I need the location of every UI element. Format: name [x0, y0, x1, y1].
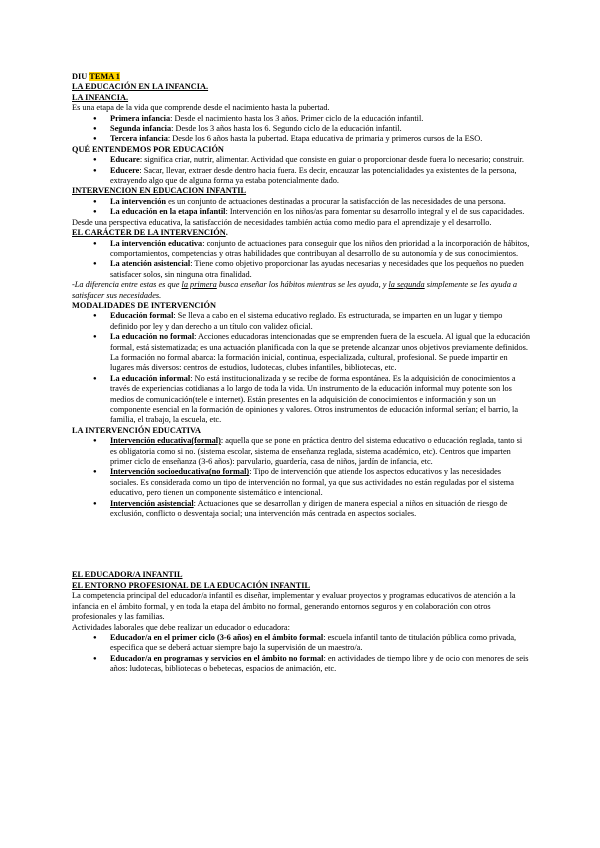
educacion-list: [72, 155, 530, 186]
intervencion-text: Desde una perspectiva educativa, la satisfacción de necesidades también actúa como medio para el aprendizaje y el desarrollo.: [72, 217, 492, 227]
infancia-text: Es una etapa de la vida que comprende desde el nacimiento hasta la pubertad.: [72, 103, 330, 113]
doc-title-line: [72, 72, 530, 82]
list-item: ● La intervención educativa: conjunto de actuaciones para conseguir que los niños den prioridad a la incorporación de hábitos, comportamientos, competencias y otras habilidades que contribuyan al desarrollo de su autonomía y de sus conocimientos.: [110, 239, 530, 260]
list-item: ● La intervención es un conjunto de actuaciones destinadas a procurar la satisfacción de las necesidades de una persona.: [110, 197, 530, 207]
list-item: ● Intervención asistencial: Actuaciones que se desarrollan y dirigen de manera especial a niños en situación de riesgo de exclusión, conflicto o desventaja social; una intervención más centrada en aspectos sociales.: [110, 499, 530, 520]
entorno-list: [72, 633, 530, 675]
tema-highlight: TEMA 1: [89, 72, 120, 81]
section-caracter: EL CARÁCTER DE LA INTERVENCIÓN.: [72, 228, 228, 238]
doc-title: LA EDUCACIÓN EN LA INFANCIA.: [72, 82, 209, 92]
list-item: ● La educación no formal: Acciones educadoras intencionadas que se emprenden fuera de la escuela. Al igual que la educación formal, está sistematizada; es una actuación planificada con la que se pretende alcanzar unos objetivos previamente definidos. La formación no formal abarca: la formación inicial, continua, especializada, cultural, profesional. Se puede impartir en lugares más diversos: centros de estudios, ludotecas, clubes infantiles, bibliotecas, etc.: [110, 332, 530, 374]
section-entorno: EL ENTORNO PROFESIONAL DE LA EDUCACIÓN INFANTIL: [72, 580, 311, 590]
list-item: ● La atención asistencial: Tiene como objetivo proporcionar las ayudas necesarias y necesidades que los pequeños no pueden satisfacer solos, sin ninguna otra finalidad.: [110, 259, 530, 280]
list-item: ● Educador/a en el primer ciclo (3-6 años) en el ámbito formal: escuela infantil tanto de titulación pública como privada, especifica que se deberá actuar siempre bajo la supervisión de un maestro/a.: [110, 633, 530, 654]
page-gap: [72, 519, 530, 570]
list-item: ● Segunda infancia: Desde los 3 años hasta los 6. Segundo ciclo de la educación infantil.: [110, 124, 530, 134]
intervencion-list: [72, 197, 530, 218]
list-item: ● La educación en la etapa infantil: Intervención en los niños/as para fomentar su desarrollo integral y el de sus capacidades.: [110, 207, 530, 217]
section-modalidades: MODALIDADES DE INTERVENCIÓN: [72, 300, 217, 310]
list-item: ● Primera infancia: Desde el nacimiento hasta los 3 años. Primer ciclo de la educación infantil.: [110, 114, 530, 124]
document-page: [72, 72, 530, 675]
infancia-list: [72, 114, 530, 145]
section-intervencion-educativa: LA INTERVENCIÓN EDUCATIVA: [72, 425, 201, 435]
list-item: ● Educador/a en programas y servicios en el ámbito no formal: en actividades de tiempo libre y de ocio con menores de seis años: ludotecas, bibliotecas o bebetecas, espacios de animación, etc.: [110, 654, 530, 675]
list-item: ● Intervención socioeducativa(no formal): Tipo de intervención que atiende los aspectos educativos y las necesidades sociales. Es considerada como un tipo de intervención no formal, ya que sus actividades no están reguladas por el sistema educativo, pero tienen un componente sistemático e intencional.: [110, 467, 530, 498]
section-educador: EL EDUCADOR/A INFANTIL: [72, 570, 183, 580]
section-infancia: LA INFANCIA.: [72, 92, 129, 102]
section-educacion: QUÉ ENTENDEMOS POR EDUCACIÓN: [72, 144, 224, 154]
list-item: ● Tercera infancia: Desde los 6 años hasta la pubertad. Etapa educativa de primaria y primeros cursos de la ESO.: [110, 134, 530, 144]
list-item: ● Educare: significa criar, nutrir, alimentar. Actividad que consiste en guiar o proporcionar desde fuera lo necesario; construir.: [110, 155, 530, 165]
entorno-text-2: Actividades laborales que debe realizar un educador o educadora:: [72, 622, 290, 632]
list-item: ● La educación informal: No está institucionalizada y se recibe de forma espontánea. Es la adquisición de conocimientos a través de experiencias cotidianas a lo largo de toda la vida. Un instrumento de la educación informal muy potente son los medios de comunicación(tele e internet). Están presentes en la adquisición de conocimientos e información y son un componente esencial en la formación de opiniones y valores. Otros instrumentos de educación informal serían; el barrio, la familia, el trabajo, la escuela, etc.: [110, 374, 530, 426]
section-intervencion: INTERVENCION EN EDUCACION INFANTIL: [72, 186, 247, 196]
modalidades-list: [72, 311, 530, 425]
caracter-note: -La diferencia entre estas es que la primera busca enseñar los hábitos mientras se les ayuda, y la segunda simplemente se les ayuda a satisfacer sus necesidades.: [72, 280, 518, 300]
intervencion-educativa-list: [72, 436, 530, 519]
diu-label: DIU: [72, 72, 88, 81]
list-item: ● Educación formal: Se lleva a cabo en el sistema educativo reglado. Es estructurada, se imparten en un lugar y tiempo definido por ley y dan derecho a un título con validez oficial.: [110, 311, 530, 332]
list-item: ● Intervención educativa(formal): aquella que se pone en práctica dentro del sistema educativo o educación reglada, tanto si es obligatoria como si no. (sistema escolar, sistema de enseñanza reglada, sistema académico, etc). Centros que imparten primer ciclo de enseñanza (3-6 años): parvulario, guardería, casa de niños, jardín de infancia, etc.: [110, 436, 530, 467]
caracter-list: [72, 239, 530, 281]
entorno-text: La competencia principal del educador/a infantil es diseñar, implementar y evaluar proyectos y programas educativos de atención a la infancia en el ámbito formal, y en toda la etapa del ámbito no formal, generando entornos seguros y en colaboración con otros profesionales y las familias.: [72, 591, 516, 622]
list-item: ● Educere: Sacar, llevar, extraer desde dentro hacia fuera. Es decir, encauzar las potencialidades ya existentes de la persona, extrayendo algo que de alguna forma ya estaba potencialmente dado.: [110, 166, 530, 187]
